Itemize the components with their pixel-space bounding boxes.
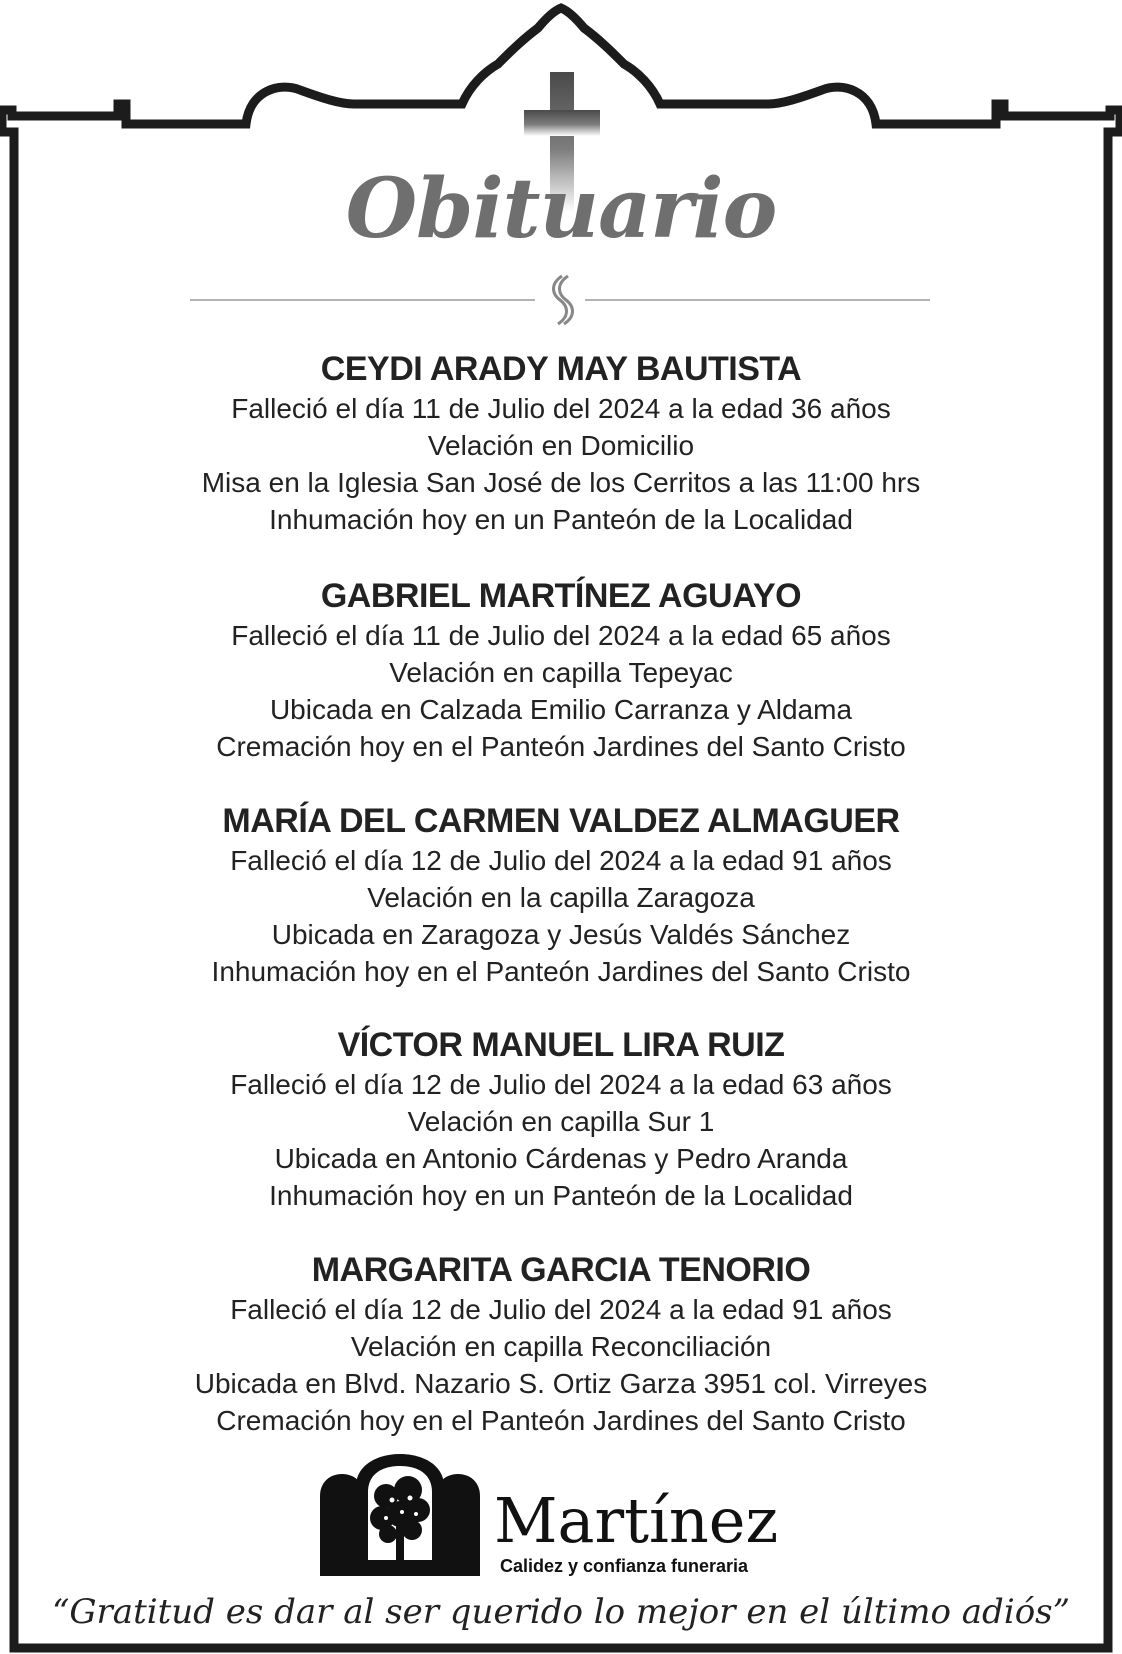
- deceased-name: GABRIEL MARTÍNEZ AGUAYO: [320, 577, 802, 615]
- obituary-entry: [60, 1026, 1062, 1214]
- wake-line: Velación en capilla Tepeyac: [389, 657, 733, 688]
- wake-line: Velación en la capilla Zaragoza: [367, 882, 755, 913]
- location-line: Ubicada en Antonio Cárdenas y Pedro Aranda: [274, 1143, 848, 1174]
- funeral-home-logo-icon: [316, 1452, 484, 1576]
- deceased-name: MARGARITA GARCIA TENORIO: [311, 1251, 811, 1289]
- deceased-name: MARÍA DEL CARMEN VALDEZ ALMAGUER: [222, 802, 900, 840]
- wake-line: Velación en Domicilio: [427, 430, 695, 461]
- page-title: Obituario: [345, 161, 777, 257]
- death-date-line: Falleció el día 12 de Julio del 2024 a la edad 63 años: [230, 1069, 892, 1100]
- divider-ornament: [190, 272, 930, 328]
- deceased-name: VÍCTOR MANUEL LIRA RUIZ: [337, 1026, 785, 1064]
- location-line: Ubicada en Calzada Emilio Carranza y Aldama: [269, 694, 853, 725]
- burial-line: Inhumación hoy en el Panteón Jardines del Santo Cristo: [211, 956, 911, 987]
- obituary-entry: [60, 350, 1062, 538]
- closing-quote: “Gratitud es dar al ser querido lo mejor en el último adiós”: [52, 1592, 1070, 1632]
- obituary-entry: [60, 1251, 1062, 1439]
- cremation-line: Cremación hoy en el Panteón Jardines del Santo Cristo: [216, 731, 906, 762]
- wake-line: Velación en capilla Reconciliación: [350, 1331, 772, 1362]
- cremation-line: Cremación hoy en el Panteón Jardines del Santo Cristo: [216, 1405, 906, 1436]
- obituary-entry: [60, 802, 1062, 990]
- deceased-name: CEYDI ARADY MAY BAUTISTA: [320, 350, 802, 388]
- brand-name: Martínez: [494, 1484, 779, 1557]
- brand-tagline: Calidez y confianza funeraria: [500, 1556, 749, 1576]
- death-date-line: Falleció el día 11 de Julio del 2024 a la edad 36 años: [231, 393, 891, 424]
- location-line: Ubicada en Blvd. Nazario S. Ortiz Garza 3951 col. Virreyes: [194, 1368, 928, 1399]
- death-date-line: Falleció el día 11 de Julio del 2024 a la edad 65 años: [231, 620, 891, 651]
- burial-line: Inhumación hoy en un Panteón de la Localidad: [269, 1180, 853, 1211]
- death-date-line: Falleció el día 12 de Julio del 2024 a la edad 91 años: [230, 1294, 892, 1325]
- obituary-entry: [60, 577, 1062, 765]
- location-line: Ubicada en Zaragoza y Jesús Valdés Sánchez: [271, 919, 851, 950]
- death-date-line: Falleció el día 12 de Julio del 2024 a la edad 91 años: [230, 845, 892, 876]
- wake-line: Velación en capilla Sur 1: [407, 1106, 715, 1137]
- burial-line: Inhumación hoy en un Panteón de la Localidad: [269, 504, 853, 535]
- mass-line: Misa en la Iglesia San José de los Cerritos a las 11:00 hrs: [201, 467, 921, 498]
